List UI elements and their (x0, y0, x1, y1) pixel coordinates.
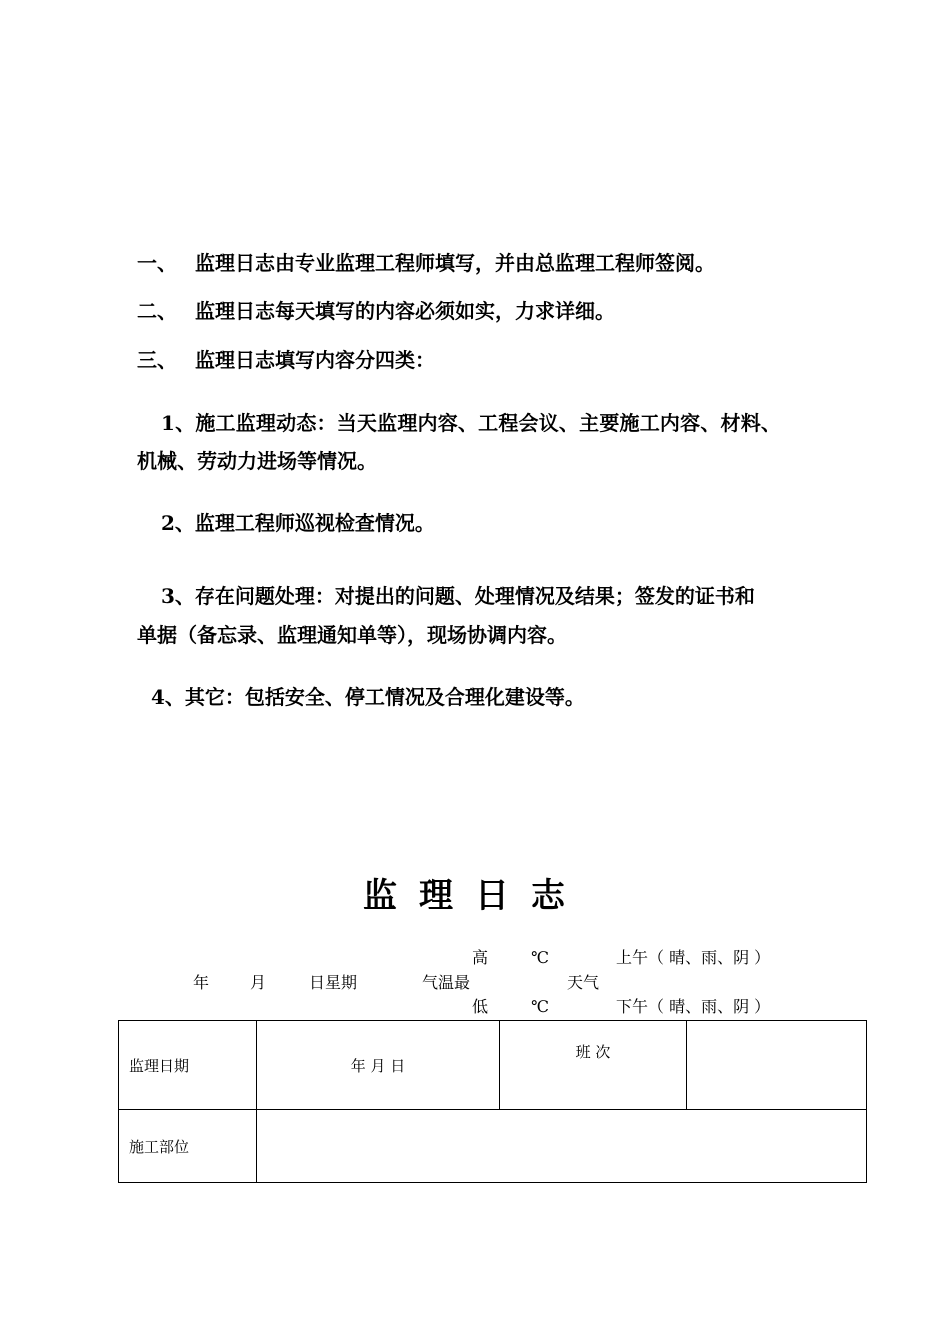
instruction-3-text: 监理日志填写内容分四类： (195, 348, 435, 372)
header-low: 低 (472, 997, 489, 1016)
header-celsius-high: ℃ (531, 948, 549, 967)
instruction-1 (137, 251, 715, 275)
instruction-3-number: 三、 (137, 348, 177, 372)
header-day-weekday: 日星期 (309, 973, 358, 992)
table-row (119, 1110, 867, 1183)
instruction-1-text: 监理日志由专业监理工程师填写，并由总监理工程师签阅。 (195, 251, 715, 275)
instruction-1-number: 一、 (137, 251, 177, 275)
instruction-2-text: 监理日志每天填写的内容必须如实，力求详细。 (195, 299, 615, 323)
header-temp-label: 气温最 (422, 973, 471, 992)
instruction-2 (137, 299, 615, 323)
location-value[interactable] (257, 1110, 867, 1183)
header-afternoon: 下午（ 晴、雨、阴 ） (616, 997, 771, 1016)
header-high: 高 (472, 948, 489, 967)
header-month: 月 (250, 973, 267, 992)
log-table (118, 1020, 867, 1183)
date-value[interactable]: 年 月 日 (257, 1021, 500, 1110)
header-weather-label: 天气 (567, 973, 600, 992)
shift-label: 班 次 (500, 1021, 687, 1110)
log-title: 监理日志 (363, 876, 587, 916)
category-3-line-1: 3、存在问题处理：对提出的问题、处理情况及结果；签发的证书和 (161, 584, 755, 608)
date-label: 监理日期 (119, 1021, 257, 1110)
header-morning: 上午（ 晴、雨、阴 ） (616, 948, 771, 967)
category-4: 4、其它：包括安全、停工情况及合理化建设等。 (151, 685, 585, 709)
category-1-line-1: 1、施工监理动态：当天监理内容、工程会议、主要施工内容、材料、 (161, 411, 782, 435)
category-1-line-2: 机械、劳动力进场等情况。 (137, 449, 377, 473)
shift-value[interactable] (687, 1021, 867, 1110)
header-celsius-low: ℃ (531, 997, 549, 1016)
table-row (119, 1021, 867, 1110)
instruction-3 (137, 348, 435, 372)
location-label: 施工部位 (119, 1110, 257, 1183)
instruction-2-number: 二、 (137, 299, 177, 323)
category-2: 2、监理工程师巡视检查情况。 (161, 511, 435, 535)
category-3-line-2: 单据（备忘录、监理通知单等），现场协调内容。 (137, 623, 567, 647)
header-year: 年 (193, 973, 210, 992)
